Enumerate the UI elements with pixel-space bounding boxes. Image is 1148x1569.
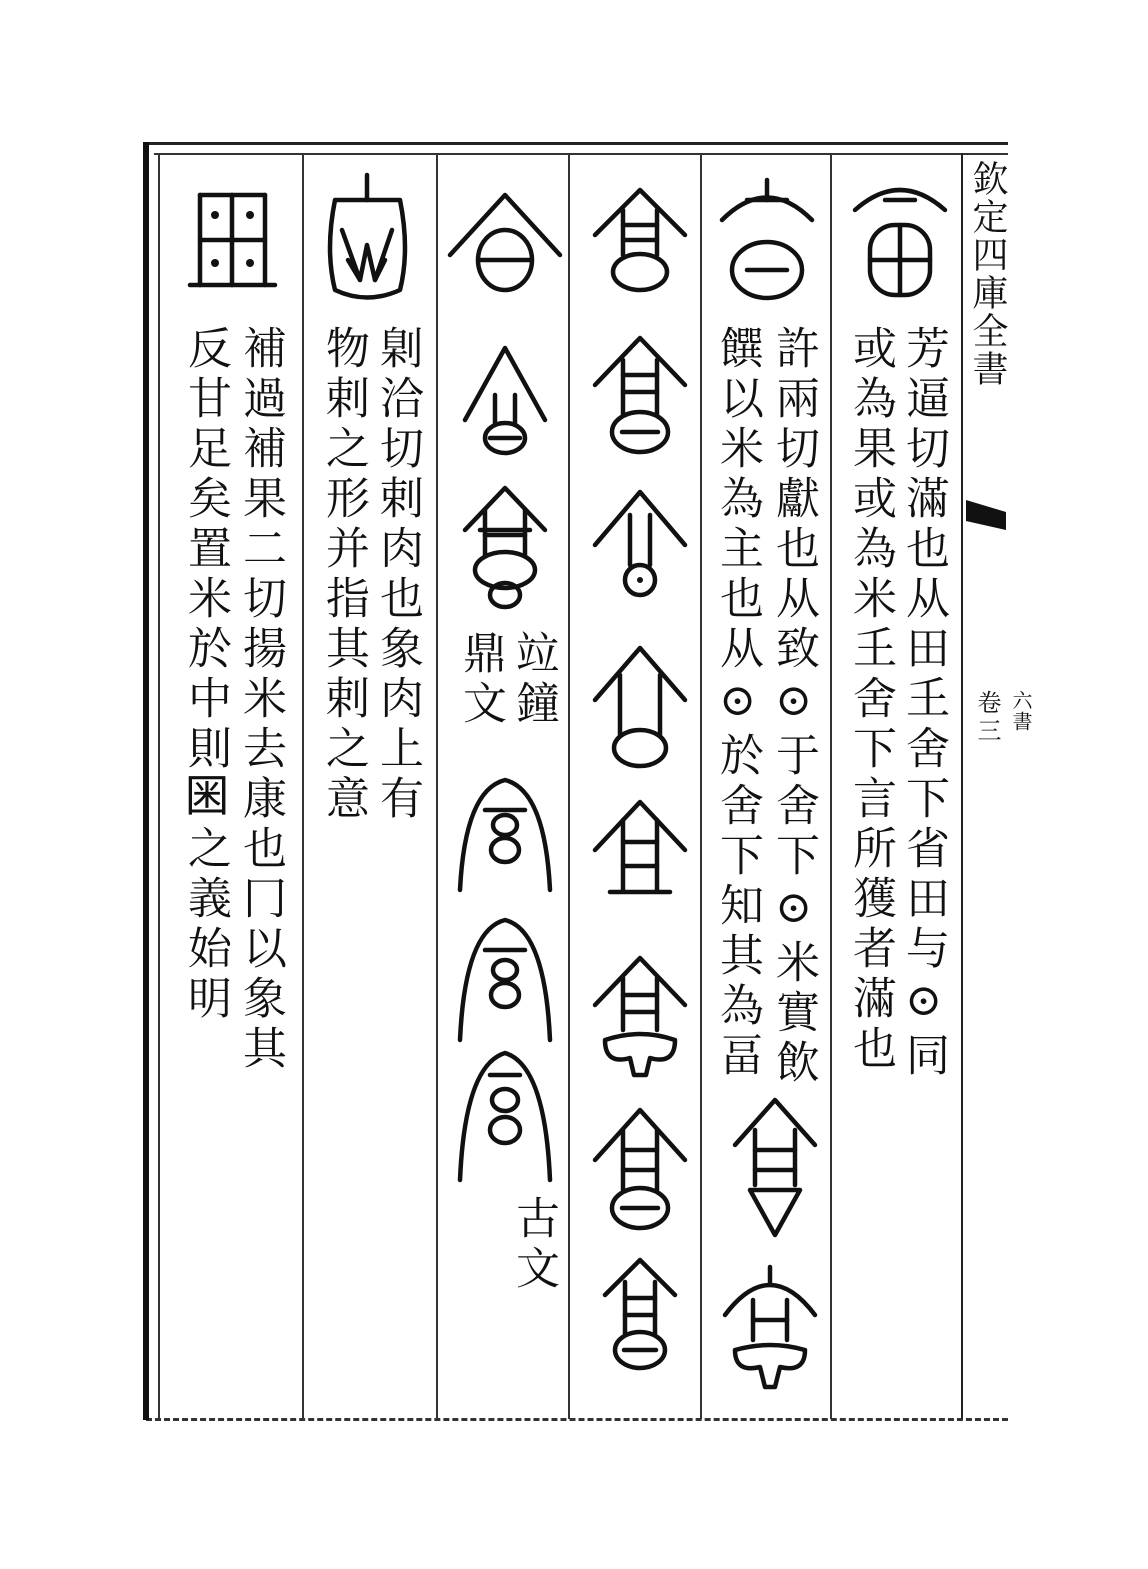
frame-inner-left-rule xyxy=(158,153,160,1419)
gloss-col6-line2: 反甘足矣置米於中則𡇒之義始明 xyxy=(180,325,231,1025)
frame-inner-top-rule xyxy=(154,153,1008,155)
frame-bottom-rule xyxy=(146,1418,1008,1421)
column-rule xyxy=(700,153,702,1419)
cha-seal-glyph xyxy=(320,170,415,305)
gloss-col4-label1: 竝鐘 xyxy=(508,630,559,730)
gloss-col4-label3: 古文 xyxy=(508,1195,559,1295)
frame-top-rule xyxy=(144,142,1008,145)
xiang-seal-glyph-a xyxy=(712,170,822,310)
margin-title: 欽定四庫全書 xyxy=(967,160,1008,388)
gloss-col6-line1: 補過補果二切揚米去康也冂以象其 xyxy=(235,325,286,1075)
gloss-col1-line1: 芳逼切滿也从田𡈼舍下省田与⊙同 xyxy=(898,325,949,1082)
xiang-seal-glyph-b xyxy=(730,1095,820,1240)
fishtail-mark xyxy=(966,500,1006,530)
zhong-ding-glyphs xyxy=(450,770,560,1190)
gloss-col5-line2: 物剌之形并指其剌之意 xyxy=(318,325,369,825)
margin-fragment: 六書 xyxy=(1009,690,1033,732)
xiang-variant-glyphs xyxy=(580,170,700,1390)
frame-left-border xyxy=(143,142,149,1420)
column-rule xyxy=(302,153,304,1419)
gloss-col5-line1: 㓷洽切剌肉也象肉上有 xyxy=(372,325,423,825)
gloss-col2-line1: 許兩切獻也从致⊙于舍下⊙米實飲 xyxy=(768,325,819,1089)
gloss-col1-line2: 或為果或為米𡈼舍下言所獲者滿也 xyxy=(845,325,896,1075)
margin-volume: 卷三 xyxy=(973,690,1001,746)
xiang-seal-glyph-c xyxy=(715,1255,825,1395)
column-rule xyxy=(568,153,570,1419)
column-rule xyxy=(830,153,832,1419)
fu-seal-glyph xyxy=(845,170,955,310)
zhong-ding-glyphs xyxy=(445,170,565,620)
gloss-col2-line2: 饌以米為主也从⊙於舍下知其為畐 xyxy=(712,325,763,1082)
bo-seal-glyph xyxy=(180,185,285,295)
column-rule xyxy=(436,153,438,1419)
gloss-col4-label2: 鼎文 xyxy=(455,630,506,730)
